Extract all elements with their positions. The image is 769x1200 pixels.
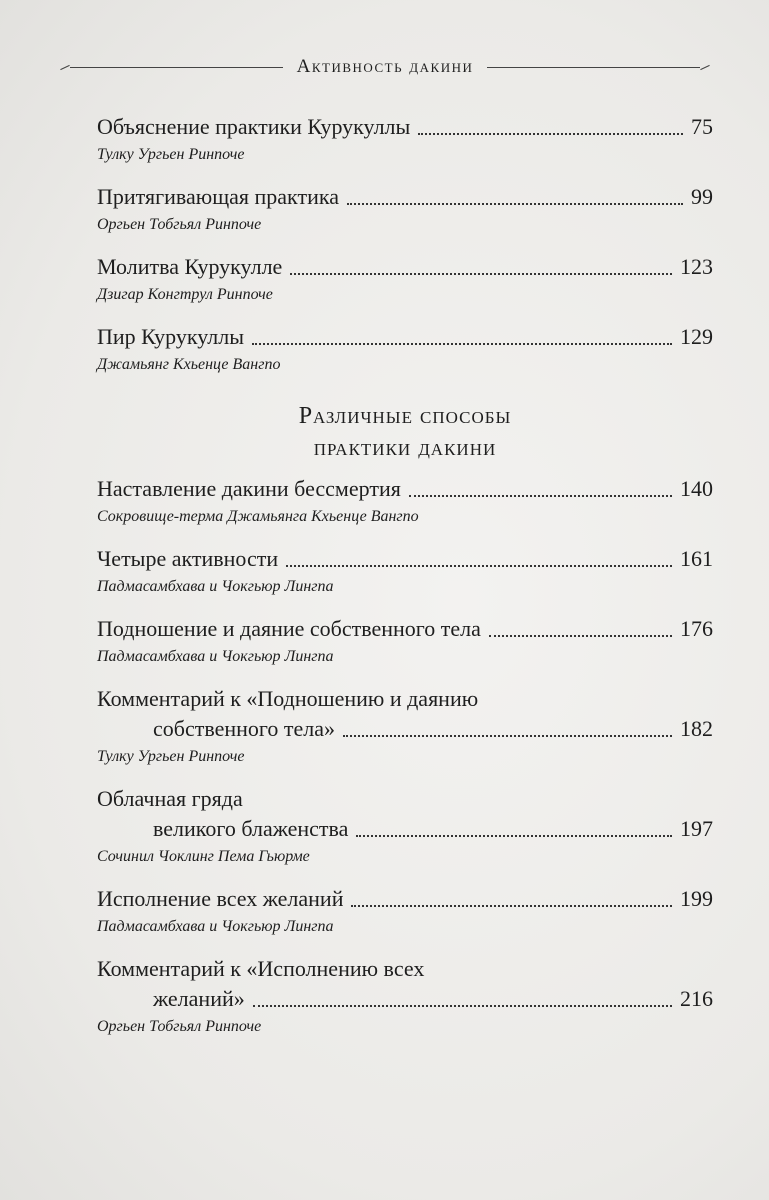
toc-entry-title: Объяснение практики Курукуллы — [97, 114, 411, 139]
toc-entry-author: Дзигар Конгтрул Ринпоче — [97, 286, 273, 303]
toc-entry-page: 161 — [680, 546, 713, 571]
toc-entry — [97, 884, 713, 938]
toc-entry — [97, 252, 713, 306]
toc-entry-title-continued: собственного тела» — [153, 716, 336, 741]
toc-entry-title: Четыре активности — [97, 546, 279, 571]
toc-entry-page: 199 — [680, 886, 713, 911]
toc-entry — [97, 112, 713, 166]
toc-entry — [97, 784, 713, 868]
toc-entry-page: 140 — [680, 476, 713, 501]
rule-right — [487, 67, 700, 68]
leader-dots — [253, 1005, 672, 1007]
toc-entry-line — [97, 784, 713, 814]
toc-entry — [97, 544, 713, 598]
toc-entry-title: Наставление дакини бессмертия — [97, 476, 401, 501]
rule-left — [70, 67, 283, 68]
toc-entry-page: 182 — [680, 716, 713, 741]
toc-entry-author: Тулку Ургьен Ринпоче — [97, 748, 245, 765]
toc-entry-author: Сочинил Чоклинг Пема Гьюрме — [97, 848, 310, 865]
running-head — [60, 56, 710, 78]
toc-entry-page: 216 — [680, 986, 713, 1011]
toc-entry-title: Молитва Курукулле — [97, 254, 283, 279]
toc-entry-line — [97, 112, 713, 142]
toc-entry — [97, 954, 713, 1038]
toc-entry-page: 176 — [680, 616, 713, 641]
toc-entry-author: Оргьен Тобгьял Ринпоче — [97, 1018, 262, 1035]
leader-dots — [343, 735, 672, 737]
ornament-left — [60, 64, 69, 69]
toc-entry-title: Пир Курукуллы — [97, 324, 245, 349]
toc-entry-author: Падмасамбхава и Чокгьюр Лингпа — [97, 918, 334, 935]
toc-entry-page: 123 — [680, 254, 713, 279]
toc-entry-author: Падмасамбхава и Чокгьюр Лингпа — [97, 648, 334, 665]
leader-dots — [290, 273, 672, 275]
leader-dots — [347, 203, 683, 205]
leader-dots — [409, 495, 672, 497]
toc-entry-author: Джамьянг Кхьенце Вангпо — [97, 356, 281, 373]
ornament-right — [700, 64, 709, 69]
leader-dots — [351, 905, 672, 907]
toc-entry — [97, 474, 713, 528]
toc-entry-line — [97, 614, 713, 644]
leader-dots — [286, 565, 672, 567]
toc-entry-title: Комментарий к «Подношению и даянию — [97, 686, 479, 711]
section-heading-line-2: практики дакини — [313, 435, 497, 461]
section-heading-line-1: Различные способы — [298, 403, 512, 429]
table-of-contents — [97, 112, 713, 1054]
toc-entry-line — [97, 322, 713, 352]
toc-entry-author: Тулку Ургьен Ринпоче — [97, 146, 245, 163]
toc-entry-author: Сокровище-терма Джамьянга Кхьенце Вангпо — [97, 508, 419, 525]
toc-entry-page: 75 — [691, 114, 713, 139]
toc-entry — [97, 322, 713, 376]
toc-entry-line — [97, 544, 713, 574]
toc-entry-line — [97, 684, 713, 714]
toc-entry-line — [97, 954, 713, 984]
toc-entry-title: Исполнение всех желаний — [97, 886, 344, 911]
toc-entry-page: 129 — [680, 324, 713, 349]
section-heading — [97, 400, 713, 464]
leader-dots — [252, 343, 672, 345]
toc-entry-line-continued — [97, 814, 713, 844]
toc-entry — [97, 182, 713, 236]
toc-entry-title-continued: желаний» — [153, 986, 245, 1011]
toc-entry-title: Притягивающая практика — [97, 184, 339, 209]
toc-entry-page: 99 — [691, 184, 713, 209]
toc-entry-title-continued: великого блаженства — [153, 816, 349, 841]
toc-entry-page: 197 — [680, 816, 713, 841]
toc-entry-line — [97, 182, 713, 212]
toc-entry — [97, 684, 713, 768]
toc-entry-line — [97, 884, 713, 914]
leader-dots — [489, 635, 672, 637]
toc-entry-title: Подношение и даяние собственного тела — [97, 616, 481, 641]
toc-entry-line-continued — [97, 714, 713, 744]
toc-entry-title: Облачная гряда — [97, 786, 243, 811]
toc-entry-author: Оргьен Тобгьял Ринпоче — [97, 216, 262, 233]
running-head-title: Активность дакини — [296, 56, 474, 77]
toc-entry-title: Комментарий к «Исполнению всех — [97, 956, 425, 981]
toc-entry-line — [97, 252, 713, 282]
toc-entry — [97, 614, 713, 668]
leader-dots — [418, 133, 683, 135]
toc-entry-line-continued — [97, 984, 713, 1014]
toc-entry-line — [97, 474, 713, 504]
leader-dots — [356, 835, 672, 837]
toc-entry-author: Падмасамбхава и Чокгьюр Лингпа — [97, 578, 334, 595]
